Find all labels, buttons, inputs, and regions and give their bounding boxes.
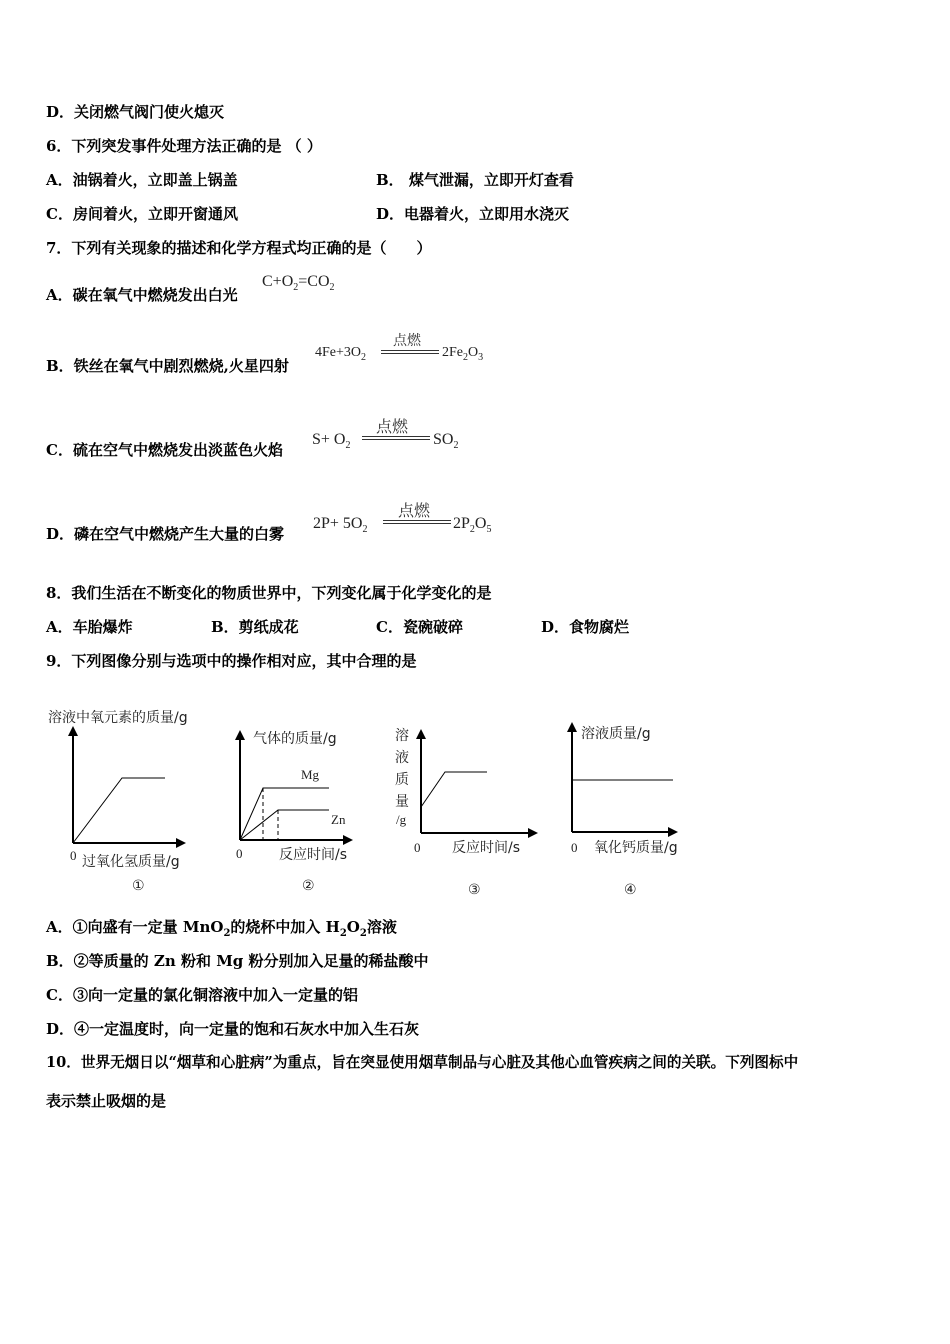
q8-option-d: D．食物腐烂 <box>541 618 630 636</box>
q7-c-equation-right: $SO_2$ <box>433 431 459 452</box>
graph1-index: ① <box>132 878 145 894</box>
graph3-y-label-unit: /g <box>396 812 407 827</box>
q7-d-equation-right: $2P_2O_5$ <box>453 515 492 536</box>
q8-option-c: C．瓷碗破碎 <box>376 618 463 636</box>
graph3-x-arrow <box>528 828 538 838</box>
graph1-x-arrow <box>176 838 186 848</box>
q6-option-b: B． 煤气泄漏，立即开灯查看 <box>376 171 574 189</box>
graph3-y-label-char-3: 质 <box>395 772 409 788</box>
graph2-mg-curve <box>240 788 329 840</box>
q7-d-equation-left: $2P+ 5O_2$ <box>313 515 368 536</box>
q7-b-equation-right: $2Fe_2O_3$ <box>442 345 484 363</box>
graph4-x-label: 氧化钙质量/g <box>594 840 678 856</box>
graph4-index: ④ <box>624 882 637 898</box>
graph4-y-arrow <box>567 722 577 732</box>
q7-option-b: B．铁丝在氧气中剧烈燃烧,火星四射 <box>46 357 289 375</box>
q7-b-equals-sign <box>381 350 439 354</box>
graph2-index: ② <box>302 878 315 894</box>
q9-graph-2 <box>225 712 375 900</box>
graph1-origin: 0 <box>70 848 77 863</box>
q8-stem: 8．我们生活在不断变化的物质世界中，下列变化属于化学变化的是 <box>46 584 492 602</box>
graph3-index: ③ <box>468 882 481 898</box>
graph3-origin: 0 <box>414 840 421 855</box>
q10-stem-line-1: 10．世界无烟日以“烟草和心脏病”为重点，旨在突显使用烟草制品与心脏及其他心血管疾病之间的关联。下列图标中 <box>46 1054 799 1071</box>
q9-stem: 9．下列图像分别与选项中的操作相对应，其中合理的是 <box>46 652 417 670</box>
graph2-series-mg: Mg <box>301 767 320 782</box>
graph2-x-arrow <box>343 835 353 845</box>
q5-option-d: D．关闭燃气阀门使火熄灭 <box>46 103 225 121</box>
q6-option-d: D．电器着火，立即用水浇灭 <box>376 205 570 223</box>
graph3-y-label-char-4: 量 <box>395 794 409 810</box>
q9-option-b: B．②等质量的 Zn 粉和 Mg 粉分别加入足量的稀盐酸中 <box>46 952 429 970</box>
q7-d-condition: 点燃 <box>398 501 431 520</box>
q9-option-d: D．④一定温度时，向一定量的饱和石灰水中加入生石灰 <box>46 1020 420 1038</box>
graph3-y-label-char-1: 溶 <box>395 728 409 744</box>
q8-option-a: A．车胎爆炸 <box>46 618 133 636</box>
graph1-curve <box>73 778 165 843</box>
q7-b-equation-left: $4Fe+3O_2$ <box>315 345 367 363</box>
q9-option-a: A．①向盛有一定量 MnO$_2$的烧杯中加入 $H_2O_2$溶液 <box>46 918 397 939</box>
graph3-y-label-char-2: 液 <box>395 750 409 766</box>
q6-stem: 6．下列突发事件处理方法正确的是 （ ） <box>46 137 322 155</box>
q7-a-equation: $C+O_2=CO_2$ <box>262 273 335 294</box>
graph2-series-zn: Zn <box>331 812 346 827</box>
graph4-y-label: 溶液质量/g <box>581 726 651 742</box>
q7-b-condition: 点燃 <box>393 333 421 349</box>
graph2-origin: 0 <box>236 846 243 861</box>
q7-c-equals-sign <box>362 436 430 440</box>
graph4-origin: 0 <box>571 840 578 855</box>
q9-graph-1 <box>40 700 230 900</box>
graph3-x-label: 反应时间/s <box>452 840 521 856</box>
graph1-y-arrow <box>68 726 78 736</box>
q9-graph-4 <box>562 712 722 900</box>
q9-option-c: C．③向一定量的氯化铜溶液中加入一定量的铝 <box>46 986 358 1004</box>
graph1-x-label: 过氧化氢质量/g <box>82 854 180 870</box>
q7-option-d: D．磷在空气中燃烧产生大量的白雾 <box>46 525 285 543</box>
graph2-zn-curve <box>240 810 329 840</box>
graph2-y-arrow <box>235 730 245 740</box>
q8-option-b: B．剪纸成花 <box>211 618 299 636</box>
graph3-curve <box>421 772 487 807</box>
q6-option-a: A．油锅着火，立即盖上锅盖 <box>46 171 238 189</box>
graph2-x-label: 反应时间/s <box>279 847 348 863</box>
q6-option-c: C．房间着火，立即开窗通风 <box>46 205 238 223</box>
q7-option-a: A．碳在氧气中燃烧发出白光 <box>46 286 238 304</box>
graph4-x-arrow <box>668 827 678 837</box>
graph1-y-label: 溶液中氧元素的质量/g <box>48 710 188 726</box>
q9-graph-3 <box>388 712 548 900</box>
q7-c-condition: 点燃 <box>376 417 409 436</box>
q7-stem: 7．下列有关现象的描述和化学方程式均正确的是（ ） <box>46 239 432 257</box>
graph3-y-arrow <box>416 729 426 739</box>
graph2-y-label: 气体的质量/g <box>253 731 337 747</box>
q10-stem-line-2: 表示禁止吸烟的是 <box>46 1092 167 1110</box>
q7-d-equals-sign <box>383 520 451 524</box>
q7-option-c: C．硫在空气中燃烧发出淡蓝色火焰 <box>46 441 283 459</box>
q7-c-equation-left: $S+ O_2$ <box>312 431 351 452</box>
